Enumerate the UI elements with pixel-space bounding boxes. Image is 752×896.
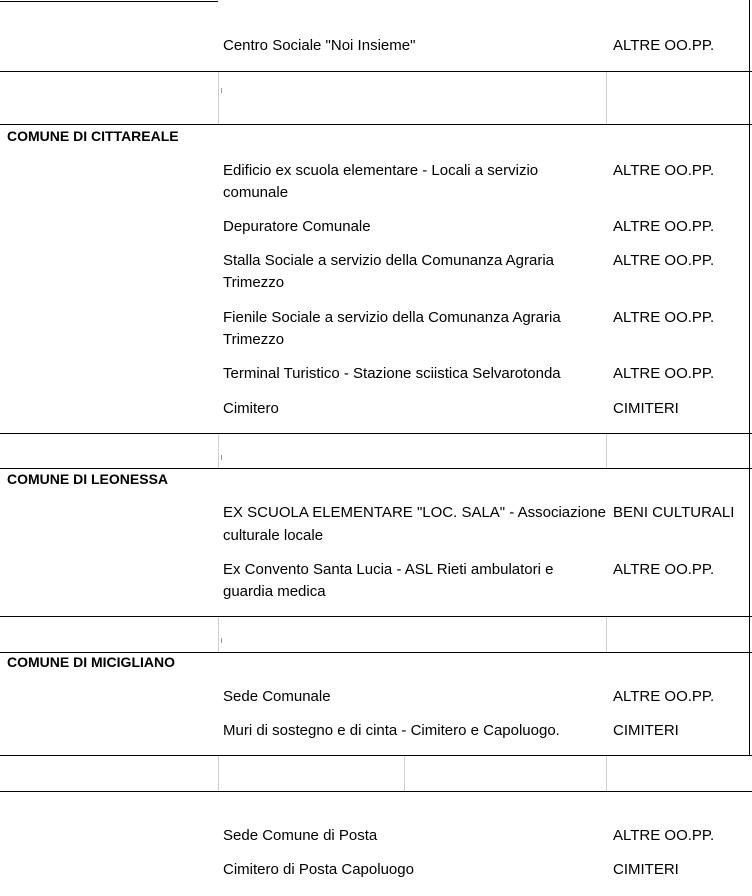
- item-description: Stalla Sociale a servizio della Comunanza Agraria: [223, 252, 555, 269]
- municipality-title: COMUNE DI LEONESSA: [7, 471, 169, 487]
- item-category: BENI CULTURALI: [613, 504, 735, 521]
- row-divider: [0, 433, 752, 434]
- item-category: ALTRE OO.PP.: [613, 309, 715, 326]
- item-description-cont: Trimezzo: [223, 331, 285, 348]
- item-category: ALTRE OO.PP.: [613, 37, 715, 54]
- row-divider: [0, 616, 752, 617]
- column-separator: [606, 756, 607, 791]
- item-category: ALTRE OO.PP.: [613, 688, 715, 705]
- item-description: Terminal Turistico - Stazione sciistica Selvarotonda: [223, 365, 561, 382]
- column-separator: [218, 617, 219, 652]
- top-partial-border: [0, 1, 218, 2]
- item-description-cont: culturale locale: [223, 527, 324, 544]
- item-description: Fienile Sociale a servizio della Comunanza Agraria: [223, 309, 561, 326]
- item-description: Centro Sociale "Noi Insieme": [223, 37, 416, 54]
- item-category: CIMITERI: [613, 400, 679, 417]
- item-description: Cimitero di Posta Capoluogo: [223, 861, 414, 878]
- row-divider: [0, 755, 752, 756]
- row-divider: [0, 71, 752, 72]
- item-description-cont: comunale: [223, 184, 289, 201]
- column-separator: [606, 72, 607, 124]
- column-separator: [218, 756, 219, 791]
- item-description: Sede Comunale: [223, 688, 331, 705]
- item-description: EX SCUOLA ELEMENTARE "LOC. SALA" - Associazione: [223, 504, 607, 521]
- item-category: ALTRE OO.PP.: [613, 827, 715, 844]
- cell-marker: [221, 455, 222, 460]
- item-category: ALTRE OO.PP.: [613, 218, 715, 235]
- item-description: Ex Convento Santa Lucia - ASL Rieti ambulatori e: [223, 561, 554, 578]
- item-category: CIMITERI: [613, 861, 679, 878]
- item-description: Sede Comune di Posta: [223, 827, 378, 844]
- municipality-title: COMUNE DI CITTAREALE: [7, 128, 179, 144]
- column-separator: [606, 434, 607, 468]
- column-separator: [218, 434, 219, 468]
- cell-marker: [221, 638, 222, 643]
- item-category: ALTRE OO.PP.: [613, 162, 715, 179]
- item-category: ALTRE OO.PP.: [613, 561, 715, 578]
- item-category: CIMITERI: [613, 722, 679, 739]
- cell-marker: [221, 88, 222, 93]
- row-divider: [0, 791, 752, 792]
- item-category: ALTRE OO.PP.: [613, 365, 715, 382]
- right-border: [749, 0, 750, 755]
- item-description: Depuratore Comunale: [223, 218, 371, 235]
- column-separator: [218, 72, 219, 124]
- item-description-cont: guardia medica: [223, 583, 326, 600]
- item-description: Cimitero: [223, 400, 279, 417]
- municipality-title: COMUNE DI MICIGLIANO: [7, 654, 175, 670]
- column-separator: [404, 756, 405, 791]
- item-category: ALTRE OO.PP.: [613, 252, 715, 269]
- item-description: Edificio ex scuola elementare - Locali a servizio: [223, 162, 539, 179]
- column-separator: [606, 617, 607, 652]
- item-description-cont: Trimezzo: [223, 274, 285, 291]
- item-description: Muri di sostegno e di cinta - Cimitero e Capoluogo.: [223, 722, 560, 739]
